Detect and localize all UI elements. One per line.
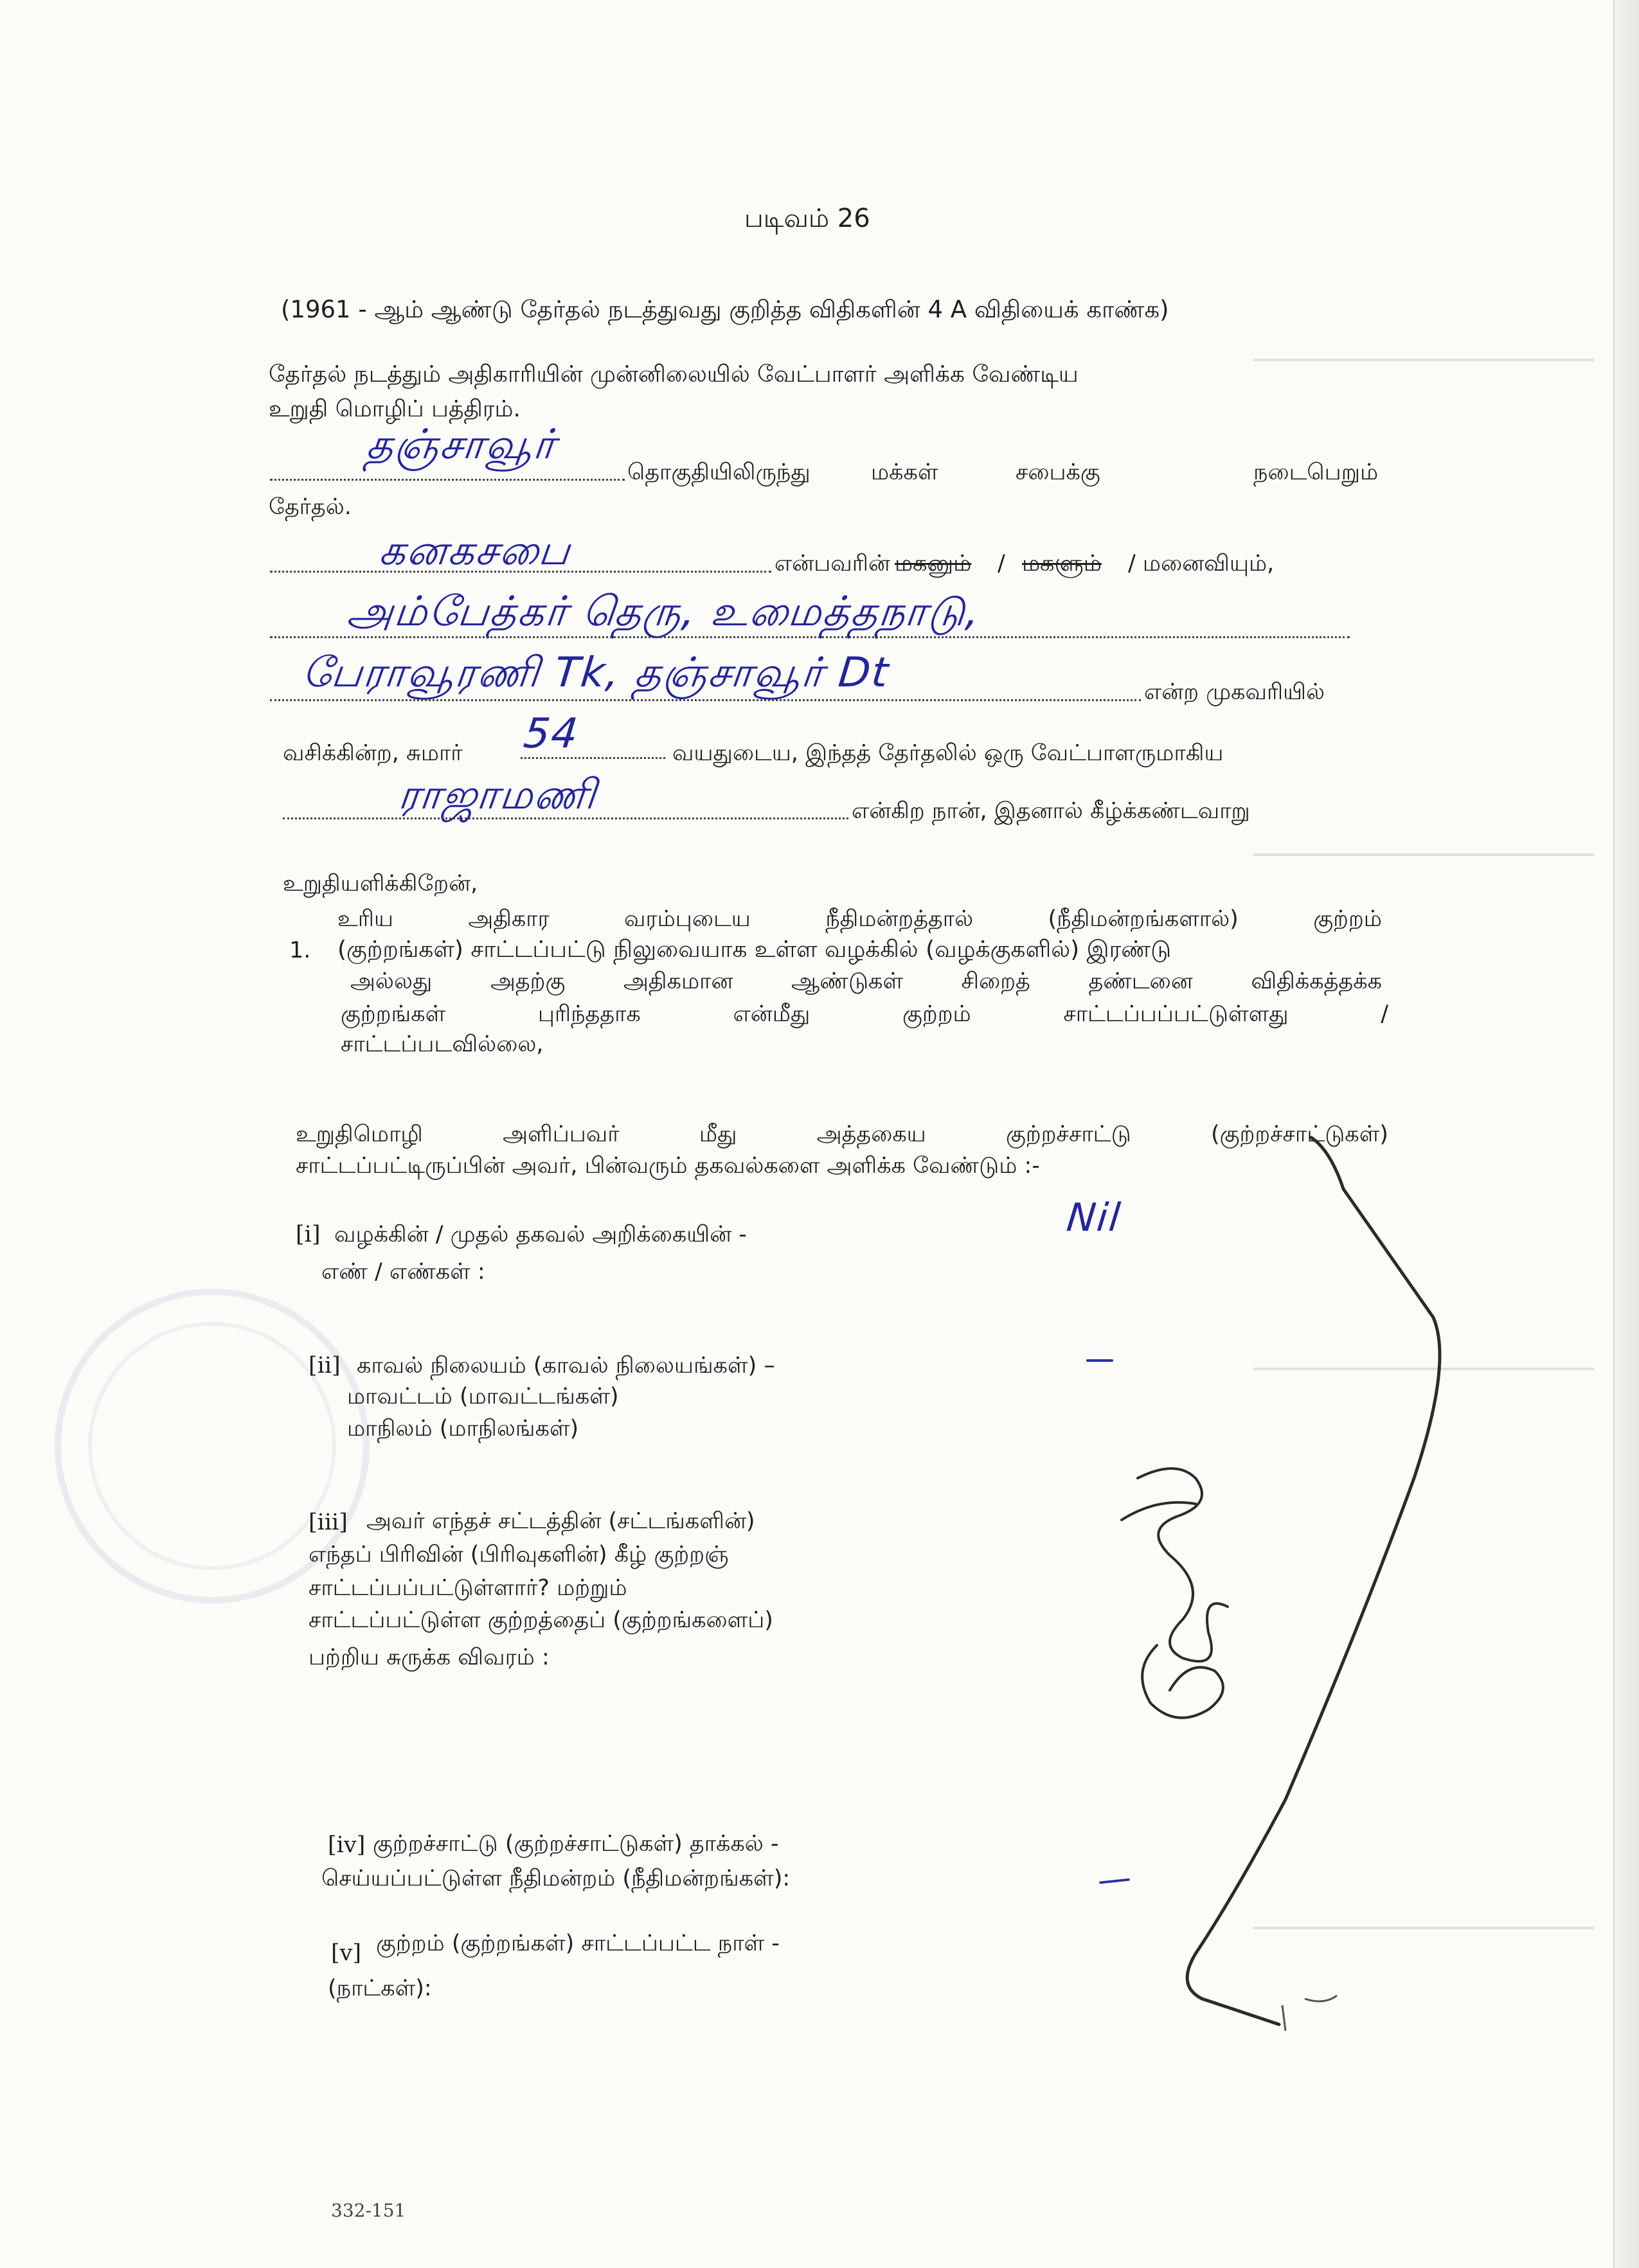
item-iii-line-3: சாட்டப்பப்பட்டுள்ளார்? மற்றும் [309, 1575, 627, 1601]
item-iv-label: [iv] [328, 1832, 366, 1858]
item-iii-line-2: எந்தப் பிரிவின் (பிரிவுகளின்) கீழ் குற்றஞ் [309, 1542, 729, 1567]
relation-separator: / [998, 551, 1005, 576]
intro-line-1: தேர்தல் நடத்தும் அதிகாரியின் முன்னிலையில் வேட்பாளர் அளிக்க வேண்டிய [269, 361, 1079, 388]
intro-line-2: உறுதி மொழிப் பத்திரம். [269, 396, 521, 422]
address-line-1-handwritten: அம்பேத்கர் தெரு, உமைத்தநாடு, [345, 588, 983, 636]
item-v-line-1: குற்றம் (குற்றங்கள்) சாட்டப்பட்ட நாள் - [376, 1931, 780, 1956]
clause-1-word: அதிகார [468, 906, 550, 932]
clause-1-word: புரிந்ததாக [537, 1001, 641, 1027]
clause-1-number: 1. [289, 938, 311, 963]
item-iii-label: [iii] [309, 1510, 348, 1535]
info-request-word: (குற்றச்சாட்டுகள்) [1210, 1121, 1388, 1147]
clause-1-word: சாட்டப்பப்பட்டுள்ளது [1063, 1001, 1289, 1027]
item-iv-line-1: குற்றச்சாட்டு (குற்றச்சாட்டுகள்) தாக்கல் - [373, 1831, 779, 1857]
relation-daughter-struck: மகளும் [1022, 551, 1102, 576]
constituency-label-d: நடைபெறும் [1253, 460, 1379, 485]
item-i-label: [i] [296, 1222, 321, 1247]
constituency-label-b: மக்கள் [871, 460, 938, 485]
footer-code: 332-151 [331, 2200, 406, 2221]
item-iii-line-5: பற்றிய சுருக்க விவரம் : [309, 1645, 550, 1670]
clause-1-word: ஆண்டுகள் [791, 969, 904, 994]
clause-1-word: குற்றம் [1313, 906, 1382, 932]
clause-1-word: குற்றம் [902, 1001, 971, 1027]
item-ii-line-1: காவல் நிலையம் (காவல் நிலையங்கள்) – [357, 1353, 775, 1379]
info-request-word: குற்றச்சாட்டு [1006, 1121, 1131, 1147]
item-i-answer-handwritten: Nil [1064, 1195, 1124, 1240]
info-request-word: அத்தகைய [816, 1121, 926, 1147]
item-iii-line-1: அவர் எந்தச் சட்டத்தின் (சட்டங்களின்) [366, 1508, 755, 1534]
clause-1-word: சிறைத் [961, 969, 1030, 994]
age-prefix: வசிக்கின்ற, சுமார் [283, 740, 463, 766]
address-line-2-handwritten: பேராவூரணி Tk, தஞ்சாவூர் Dt [300, 649, 892, 697]
item-v-label: [v] [331, 1940, 362, 1966]
clause-1-word: உரிய [337, 906, 393, 932]
constituency-label-c: சபைக்கு [1016, 460, 1100, 485]
item-ii-line-2: மாவட்டம் (மாவட்டங்கள்) [347, 1384, 619, 1409]
age-handwritten: 54 [521, 710, 582, 758]
item-v-line-2: (நாட்கள்): [328, 1976, 432, 2001]
info-request-row-2: சாட்டப்பட்டிருப்பின் அவர், பின்வரும் தகவல்களை அளிக்க வேண்டும் :- [296, 1153, 1040, 1179]
clause-1-word: (நீதிமன்றங்களால்) [1048, 906, 1239, 932]
rule-reference: (1961 - ஆம் ஆண்டு தேர்தல் நடத்துவது குறித்த விதிகளின் 4 A விதியைக் காண்க) [281, 296, 1169, 323]
clause-1-word: நீதிமன்றத்தால் [825, 906, 974, 932]
relation-son-struck: மகனும் [895, 551, 972, 576]
info-request-word: அளிப்பவர் [503, 1121, 620, 1147]
info-request-word: உறுதிமொழி [296, 1121, 423, 1147]
form-title: படிவம் 26 [744, 204, 870, 233]
constituency-handwritten: தஞ்சாவூர் [364, 421, 559, 469]
age-suffix: வயதுடைய, இந்தத் தேர்தலில் ஒரு வேட்பாளருமாகிய [672, 740, 1224, 766]
item-i-line-1: வழக்கின் / முதல் தகவல் அறிக்கையின் - [334, 1222, 747, 1247]
clause-1-word: விதிக்கத்தக்க [1251, 969, 1382, 994]
clause-1-word: என்மீது [733, 1001, 811, 1027]
clause-1-row-5: சாட்டப்படவில்லை, [341, 1031, 544, 1057]
info-request-word: மீது [699, 1121, 737, 1147]
constituency-label-e: தேர்தல். [269, 494, 352, 520]
clause-1-row-2: (குற்றங்கள்) சாட்டப்பட்டு நிலுவையாக உள்ள வழக்கில் (வழக்குகளில்) இரண்டு [337, 936, 1172, 963]
address-suffix: என்ற முகவரியில் [1144, 679, 1325, 705]
item-ii-label: [ii] [309, 1353, 341, 1379]
relation-prefix: என்பவரின் [775, 551, 890, 576]
item-i-line-2: எண் / எண்கள் : [321, 1259, 485, 1285]
relation-wife: / மனைவியும், [1128, 551, 1275, 576]
item-iv-line-2: செய்யப்பட்டுள்ள நீதிமன்றம் (நீதிமன்றங்கள்): [321, 1866, 791, 1891]
constituency-label-a: தொகுதியிலிருந்து [627, 460, 811, 485]
item-ii-line-3: மாநிலம் (மாநிலங்கள்) [347, 1416, 579, 1442]
clause-1-word: வரம்புடைய [624, 906, 751, 932]
father-name-handwritten: கனகசபை [377, 527, 573, 575]
clause-1-word: அதிகமான [623, 969, 733, 994]
affirm-text: உறுதியளிக்கிறேன், [283, 871, 478, 897]
clause-1-word: குற்றங்கள் [341, 1001, 446, 1027]
clause-1-word: / [1381, 1001, 1388, 1027]
clause-1-word: அதற்கு [490, 969, 566, 994]
item-iii-line-4: சாட்டப்பட்டுள்ள குற்றத்தைப் (குற்றங்களைப்) [309, 1607, 773, 1633]
candidate-name-handwritten: ராஜாமணி [396, 771, 600, 819]
clause-1-word: அல்லது [350, 969, 433, 994]
clause-1-word: தண்டனை [1088, 969, 1193, 994]
name-suffix: என்கிற நான், இதனால் கீழ்க்கண்டவாறு [852, 798, 1250, 824]
